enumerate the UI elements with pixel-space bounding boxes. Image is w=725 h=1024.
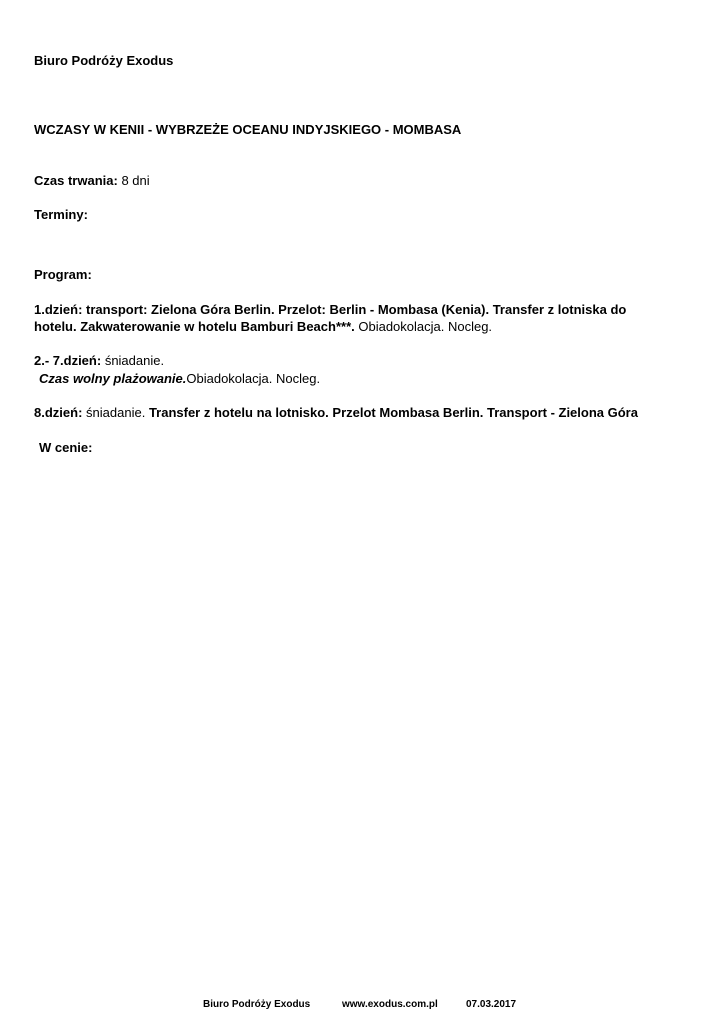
duration-line — [34, 172, 150, 189]
days2-7-rest: Obiadokolacja. Nocleg. — [186, 371, 321, 386]
footer-date: 07.03.2017 — [466, 999, 517, 1010]
day1-line1 — [34, 301, 626, 318]
price-label: W cenie: — [39, 440, 93, 455]
day8-transfer: Transfer z hotelu na lotnisko. Przelot Mombasa Berlin. Transport - Zielona Góra — [148, 405, 638, 420]
days2-7-label: 2.- 7.dzień: — [34, 353, 102, 368]
day1-meals: Obiadokolacja. Nocleg. — [358, 319, 493, 334]
free-time: Czas wolny plażowanie. — [39, 371, 187, 386]
footer-company: Biuro Podróży Exodus — [203, 999, 311, 1010]
program-label: Program: — [34, 267, 92, 282]
day1-text: transport: Zielona Góra Berlin. Przelot: Berlin - Mombasa (Kenia). Transfer z lotniska do — [86, 302, 627, 317]
days2-7-line1 — [34, 352, 164, 369]
dates-label: Terminy: — [34, 207, 88, 222]
day1-label: 1.dzień: — [34, 302, 83, 317]
days2-7-line2 — [39, 370, 320, 387]
duration-label: Czas trwania: — [34, 173, 118, 188]
day8-label: 8.dzień: — [34, 405, 83, 420]
offer-title: WCZASY W KENII - WYBRZEŻE OCEANU INDYJSKIEGO - MOMBASA — [34, 122, 462, 137]
day8-line — [34, 404, 638, 421]
days2-7-text: śniadanie. — [104, 353, 165, 368]
day1-line2 — [34, 318, 492, 335]
day8-text: śniadanie. — [86, 405, 146, 420]
duration-value: 8 dni — [121, 173, 150, 188]
company-name: Biuro Podróży Exodus — [34, 53, 174, 68]
day1-hotel: hotelu. Zakwaterowanie w hotelu Bamburi Beach***. — [34, 319, 355, 334]
footer-website[interactable]: www.exodus.com.pl — [342, 999, 438, 1010]
